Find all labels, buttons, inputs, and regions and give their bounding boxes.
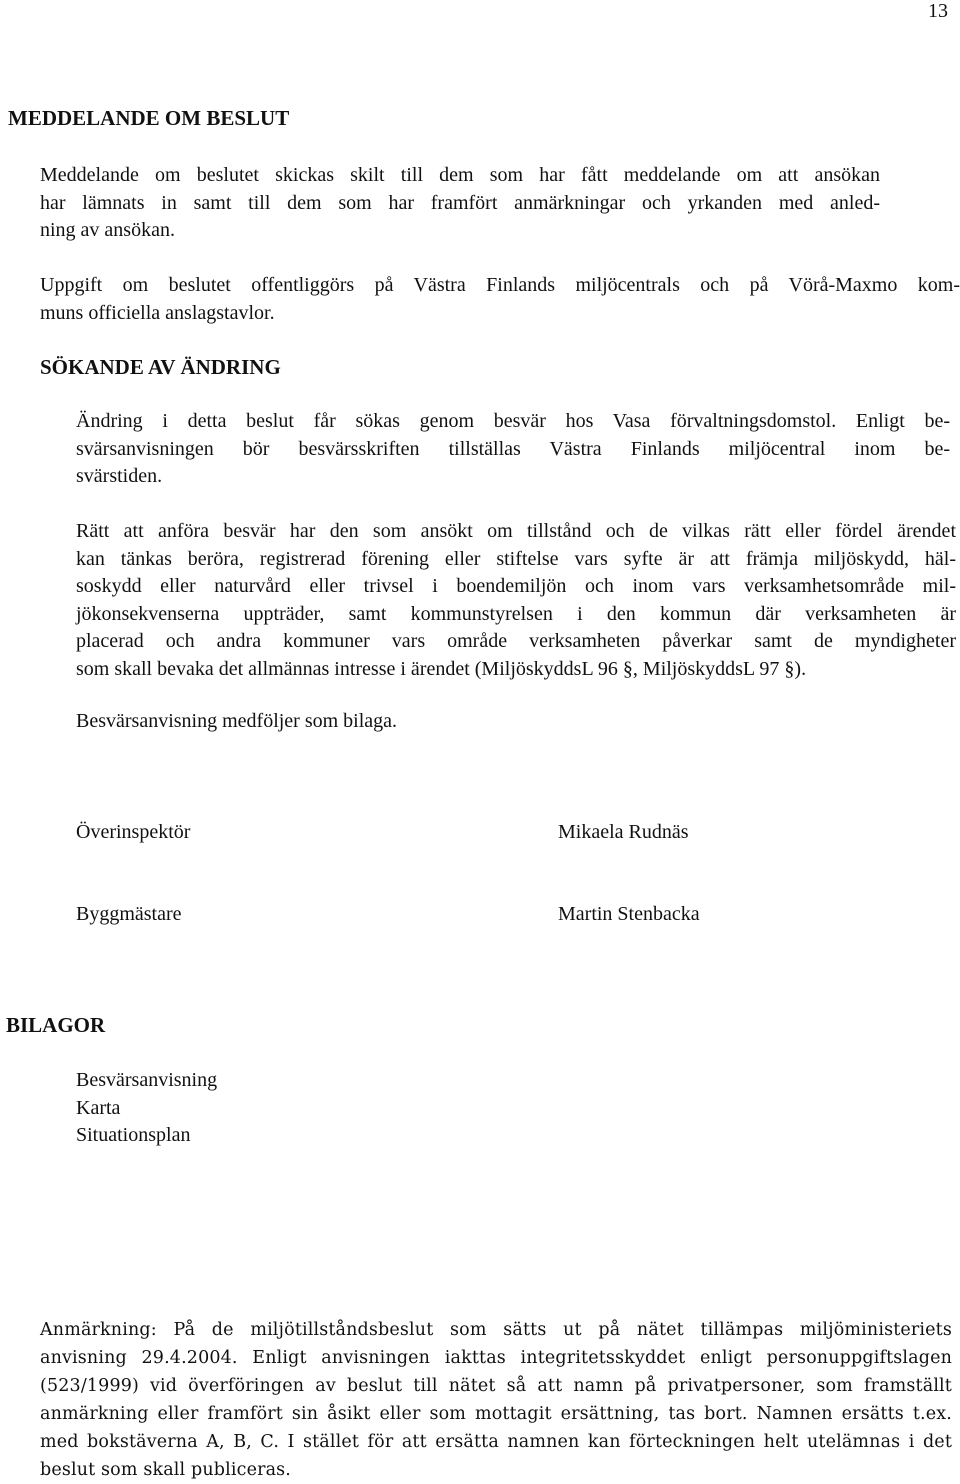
text-line: kan tänkas beröra, registrerad förening eller stiftelse vars syfte är att främja miljöskydd, häl-: [76, 547, 956, 570]
text-line: Ändring i detta beslut får sökas genom besvär hos Vasa förvaltningsdomstol. Enligt be-: [76, 410, 950, 432]
text-line: Uppgift om beslutet offentliggörs på Västra Finlands miljöcentrals och på Vörå-Maxmo kom-: [40, 274, 960, 296]
section-heading-decision-notice: MEDDELANDE OM BESLUT: [8, 106, 290, 130]
signature-name: Mikaela Rudnäs: [558, 821, 689, 843]
text-line: med bokstäverna A, B, C. I stället för att ersätta namnen kan förteckningen helt utelämnas i det: [40, 1432, 952, 1452]
text-line: ning av ansökan.: [40, 219, 175, 241]
decision-notice-paragraph-1: [40, 162, 880, 245]
attachment-item: Situationsplan: [76, 1124, 191, 1146]
attachment-item: Karta: [76, 1096, 121, 1119]
signature-title: Byggmästare: [76, 903, 182, 925]
signature-name: Martin Stenbacka: [558, 903, 700, 925]
text-line: beslut som skall publiceras.: [40, 1460, 292, 1480]
attachment-item: Besvärsanvisning: [76, 1069, 218, 1091]
decision-notice-paragraph-2: [40, 272, 960, 327]
appeal-paragraph-3: Besvärsanvisning medföljer som bilaga.: [76, 710, 398, 732]
text-line: som skall bevaka det allmännas intresse i ärendet (MiljöskyddsL 96 §, MiljöskyddsL 97 §).: [76, 657, 807, 680]
appeal-paragraph-1: [76, 408, 950, 491]
section-heading-attachments: BILAGOR: [6, 1013, 106, 1037]
appeal-paragraph-2: [76, 518, 956, 683]
page-number: 13: [928, 0, 948, 22]
text-line: Meddelande om beslutet skickas skilt till dem som har fått meddelande om att ansökan: [40, 164, 880, 186]
text-line: jökonsekvenserna uppträder, samt kommunstyrelsen i den kommun där verksamheten är: [76, 602, 956, 625]
privacy-note: [40, 1316, 952, 1484]
text-line: har lämnats in samt till dem som har framfört anmärkningar och yrkanden med anled-: [40, 191, 880, 214]
text-line: soskydd eller naturvård eller trivsel i boendemiljön och inom vars verksamhetsområde mil-: [76, 575, 956, 597]
text-line: Anmärkning: På de miljötillståndsbeslut som sätts ut på nätet tillämpas miljöministeriets: [40, 1320, 952, 1340]
text-line: svärsanvisningen bör besvärsskriften tillställas Västra Finlands miljöcentral inom be-: [76, 437, 950, 460]
section-heading-appeal: SÖKANDE AV ÄNDRING: [40, 355, 281, 379]
text-line: (523/1999) vid överföringen av beslut till nätet så att namn på privatpersoner, som framställt: [40, 1376, 952, 1396]
text-line: svärstiden.: [76, 465, 163, 487]
text-line: muns officiella anslagstavlor.: [40, 301, 275, 324]
text-line: anmärkning eller framfört sin åsikt eller som mottagit ersättning, tas bort. Namnen ersätts t.ex.: [40, 1404, 952, 1424]
text-line: placerad och andra kommuner vars område verksamheten påverkar samt de myndigheter: [76, 630, 956, 652]
attachments-list: [76, 1067, 217, 1150]
text-line: anvisning 29.4.2004. Enligt anvisningen iakttas integritetsskyddet enligt personuppgiftslagen: [40, 1348, 952, 1368]
signature-title: Överinspektör: [76, 821, 191, 843]
text-line: Rätt att anföra besvär har den som ansökt om tillstånd och de vilkas rätt eller fördel ärendet: [76, 520, 956, 542]
